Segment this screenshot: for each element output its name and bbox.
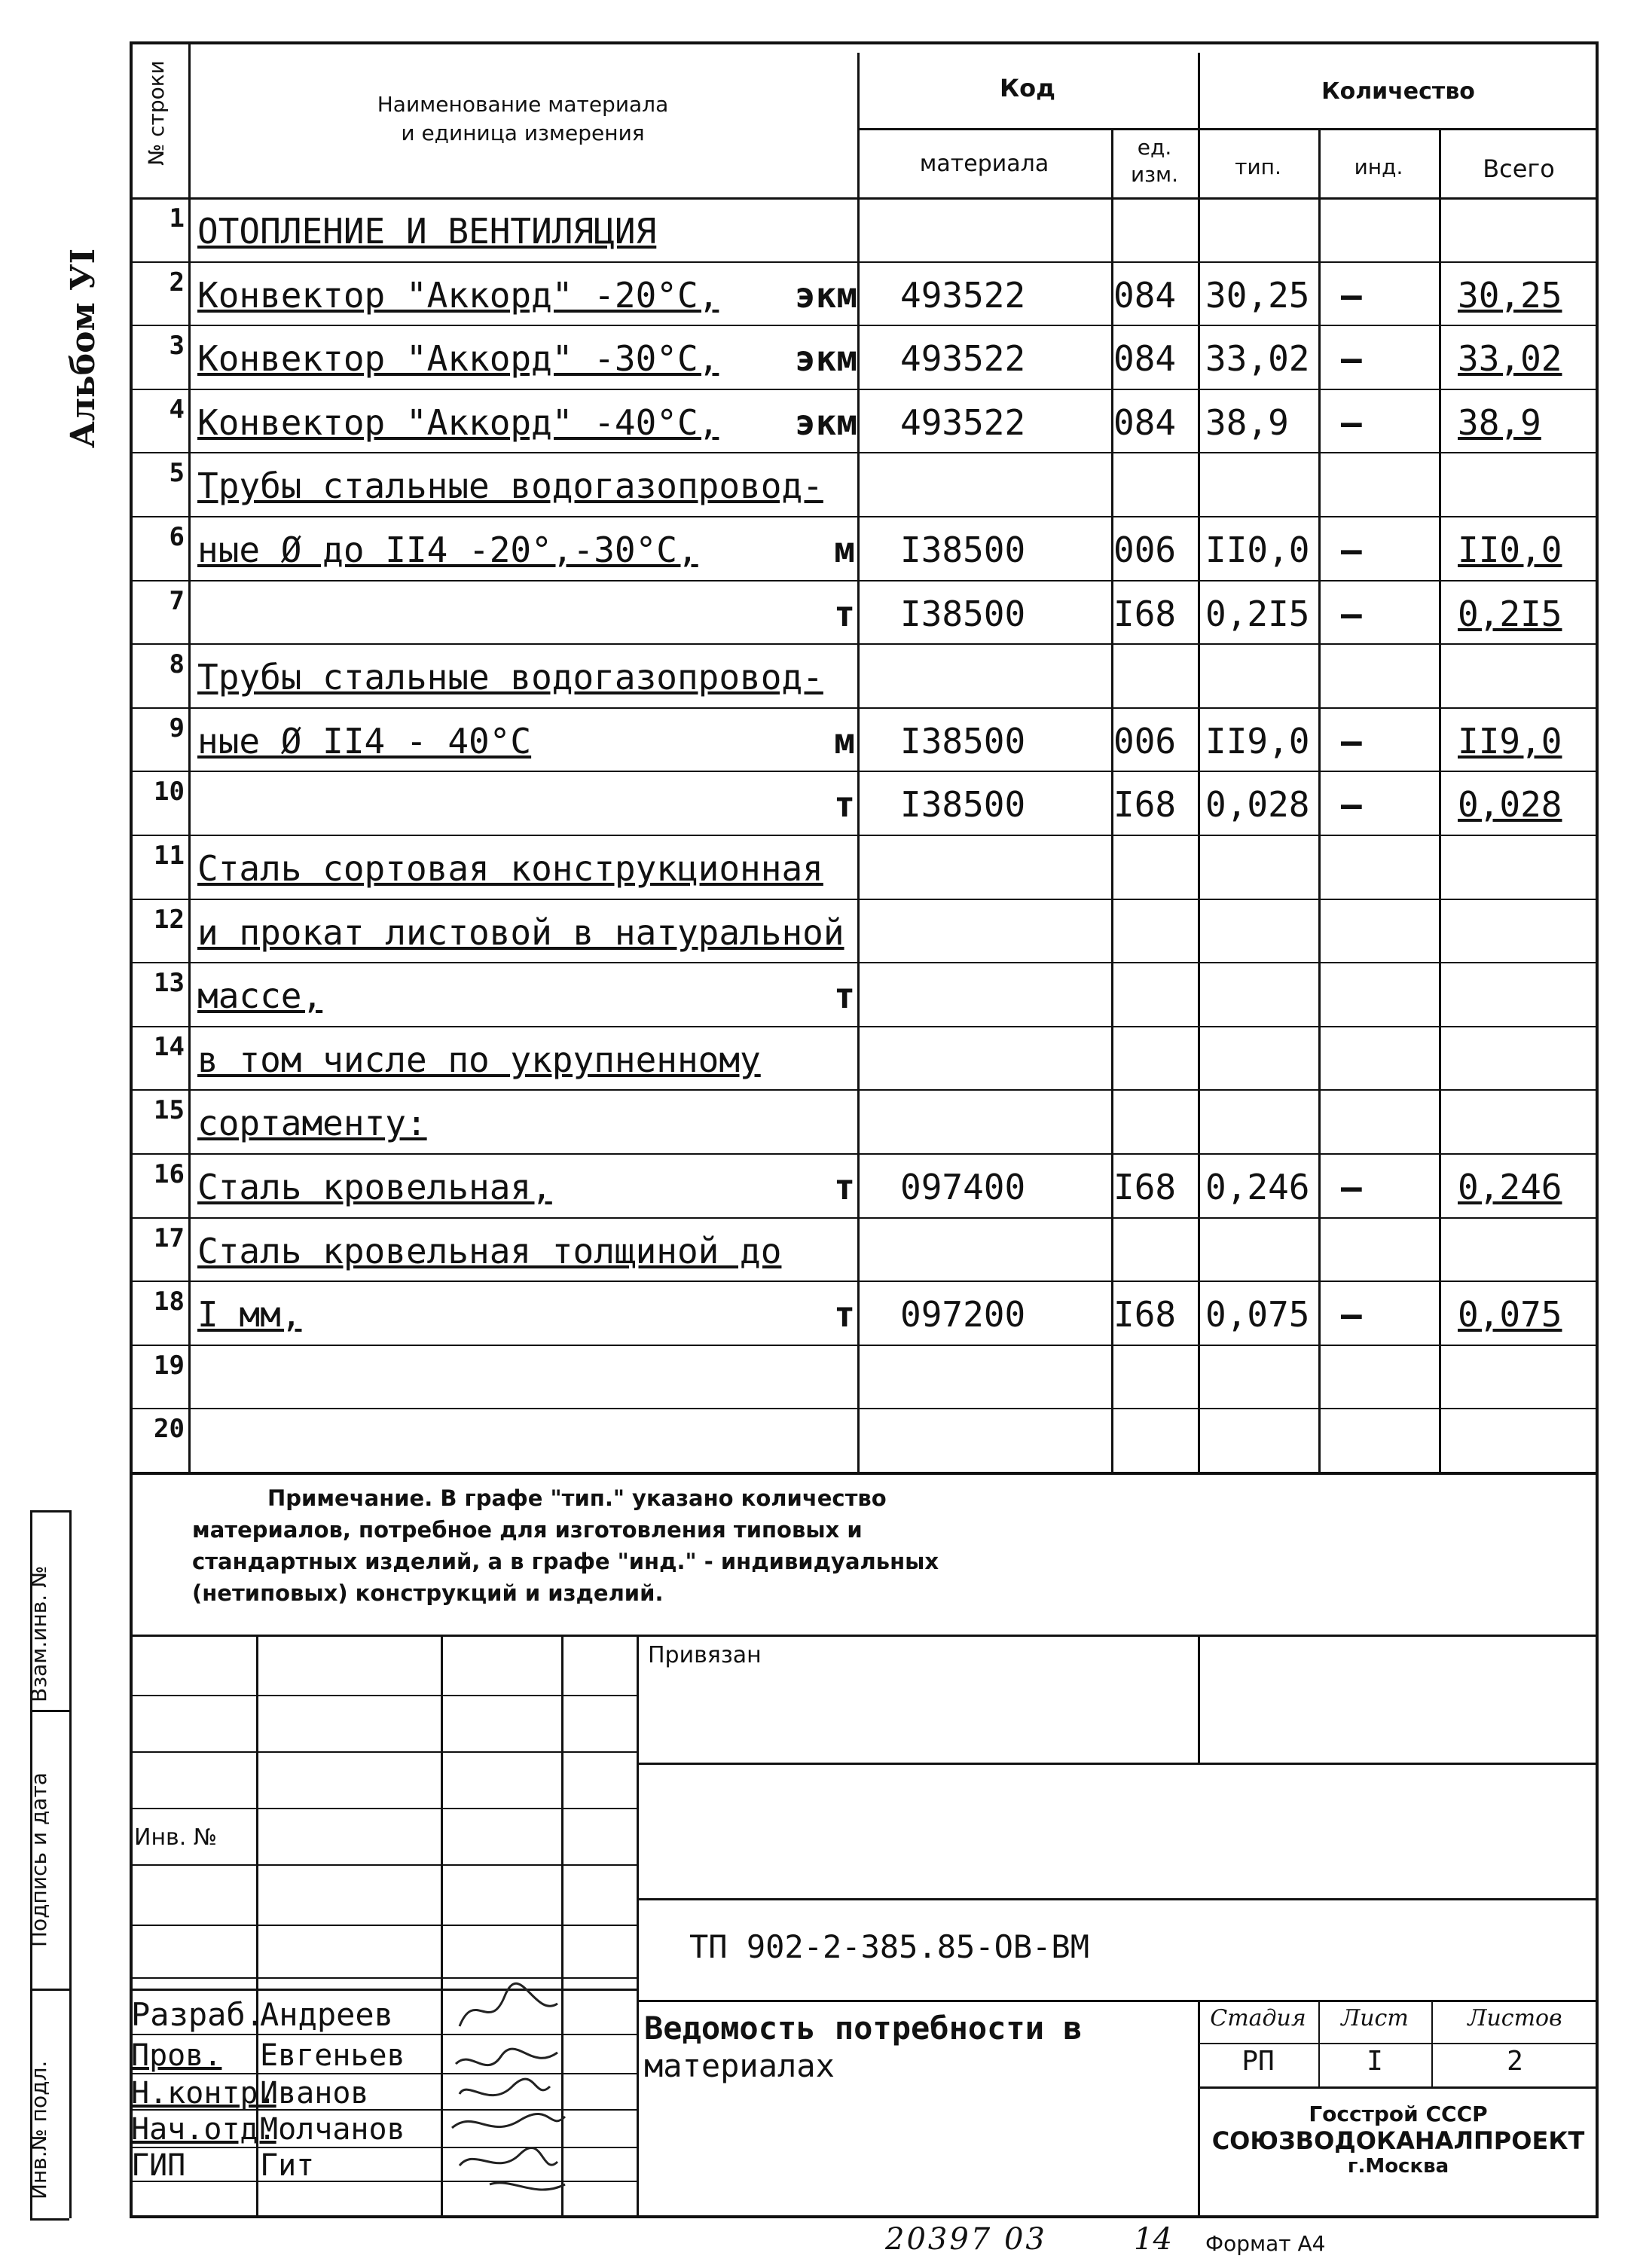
note-line-4: (нетиповых) конструкций и изделий. [192, 1580, 664, 1606]
row-number: 9 [169, 713, 185, 743]
row-qty-ind: – [1341, 1294, 1362, 1335]
row-unit-code: 084 [1113, 402, 1177, 443]
org-soyuzvodokanalproekt: СОЮЗВОДОКАНАЛПРОЕКТ [1211, 2126, 1585, 2155]
inv-no-label: Инв. № [134, 1824, 218, 1851]
row-unit-code: 084 [1113, 275, 1177, 316]
inv-podl-label: Инв.№ подл. [26, 2060, 51, 2199]
row-name: Трубы стальные водогазопровод- [197, 657, 823, 697]
sheets-value: 2 [1507, 2046, 1523, 2077]
privyazan-label: Привязан [648, 1642, 762, 1668]
row-number: 2 [169, 267, 185, 298]
row-unit-abbr: м [834, 721, 855, 762]
row-number: 19 [154, 1351, 185, 1381]
row-number: 14 [154, 1032, 185, 1062]
row-unit-abbr: т [834, 975, 855, 1016]
code-header: Код [1000, 74, 1055, 102]
row-qty-ind: – [1341, 275, 1362, 316]
role-nachotd: Нач.отд. [131, 2112, 276, 2147]
row-name: ные Ø до II4 -20°,-30°С, [197, 530, 698, 570]
signature-nkontr [460, 2079, 550, 2095]
row-number: 8 [169, 649, 185, 679]
ind-header: инд. [1354, 154, 1403, 179]
row-qty-total: 33,02 [1458, 338, 1562, 379]
row-name: Сталь кровельная, [197, 1167, 552, 1207]
row-number: 15 [154, 1095, 185, 1125]
row-unit-code: 006 [1113, 530, 1177, 570]
row-qty-typ: 0,2I5 [1205, 594, 1310, 634]
row-material-code: 097200 [900, 1294, 1026, 1335]
row-unit-abbr: т [834, 594, 855, 634]
name-razrab: Андреев [260, 1996, 394, 2033]
signatures [444, 1981, 573, 2222]
row-qty-total: 0,2I5 [1458, 594, 1562, 634]
row-qty-ind: – [1341, 402, 1362, 443]
row-number: 10 [154, 777, 185, 807]
row-number: 6 [169, 522, 185, 552]
row-unit-abbr: экм [795, 338, 858, 379]
row-qty-total: 38,9 [1458, 402, 1541, 443]
row-qty-typ: 0,028 [1205, 784, 1310, 825]
row-name: Сталь кровельная толщиной до [197, 1231, 782, 1271]
row-material-code: 493522 [900, 338, 1026, 379]
signature-nachotd [452, 2114, 565, 2128]
row-qty-total: 30,25 [1458, 275, 1562, 316]
role-gip: ГИП [131, 2148, 186, 2183]
row-number: 16 [154, 1159, 185, 1189]
row-name: и прокат листовой в натуральной [197, 912, 844, 953]
vzam-inv-label: Взам.инв. № [26, 1565, 51, 1702]
row-number: 17 [154, 1223, 185, 1253]
row-material-code: I38500 [900, 594, 1026, 634]
role-nkontr: Н.контр. [131, 2076, 276, 2111]
row-material-code: I38500 [900, 784, 1026, 825]
material-header: материала [919, 151, 1049, 177]
row-name: Конвектор "Аккорд" -30°С, [197, 338, 719, 379]
row-name: Трубы стальные водогазопровод- [197, 466, 823, 506]
typ-header: тип. [1235, 154, 1281, 179]
row-number: 12 [154, 905, 185, 935]
row-qty-ind: – [1341, 721, 1362, 762]
row-qty-typ: II9,0 [1205, 721, 1310, 762]
footer-page: 14 [1134, 2222, 1172, 2257]
sheets-label: Листов [1467, 2005, 1562, 2031]
row-unit-abbr: т [834, 1294, 855, 1335]
row-name: I мм, [197, 1294, 302, 1335]
signature-prov [456, 2049, 557, 2065]
row-name: ОТОПЛЕНИЕ И ВЕНТИЛЯЦИЯ [197, 211, 657, 252]
row-name: Конвектор "Аккорд" -20°С, [197, 275, 719, 316]
org-block [1198, 2102, 1599, 2178]
row-unit-abbr: т [834, 784, 855, 825]
row-number: 5 [169, 458, 185, 488]
row-number: 18 [154, 1287, 185, 1317]
row-name: в том числе по укрупненному [197, 1039, 761, 1080]
row-qty-ind: – [1341, 338, 1362, 379]
row-qty-ind: – [1341, 1167, 1362, 1207]
row-number: 3 [169, 331, 185, 361]
row-qty-typ: 33,02 [1205, 338, 1310, 379]
role-prov: Пров. [131, 2038, 222, 2073]
name-gip: Гит [260, 2148, 315, 2183]
signature-gip [460, 2147, 565, 2190]
row-qty-typ: 0,246 [1205, 1167, 1310, 1207]
row-unit-abbr: экм [795, 402, 858, 443]
name-prov: Евгеньев [260, 2038, 405, 2073]
album-label: Альбом УI [64, 248, 102, 448]
row-qty-typ: 0,075 [1205, 1294, 1310, 1335]
footer-format: Формат А4 [1205, 2231, 1326, 2256]
row-material-code: I38500 [900, 721, 1026, 762]
row-qty-total: II9,0 [1458, 721, 1562, 762]
row-qty-total: II0,0 [1458, 530, 1562, 570]
row-unit-abbr: м [834, 530, 855, 570]
row-qty-total: 0,028 [1458, 784, 1562, 825]
row-qty-ind: – [1341, 594, 1362, 634]
note [192, 1482, 939, 1609]
stage-value: РП [1241, 2046, 1275, 2077]
row-qty-typ: 38,9 [1205, 402, 1289, 443]
doc-title-line-1: Ведомость потребности в [644, 2010, 1083, 2047]
row-qty-typ: II0,0 [1205, 530, 1310, 570]
row-qty-typ: 30,25 [1205, 275, 1310, 316]
total-header: Всего [1483, 154, 1555, 183]
org-gosstroy: Госстрой СССР [1309, 2102, 1488, 2126]
name-nachotd: Молчанов [260, 2112, 405, 2147]
row-name: Конвектор "Аккорд" -40°С, [197, 402, 719, 443]
org-city: г.Москва [1347, 2155, 1449, 2178]
sheet-value: I [1367, 2046, 1383, 2077]
doc-code: ТП 902-2-385.85-ОВ-ВМ [689, 1928, 1090, 1965]
row-name: ные Ø II4 - 40°С [197, 721, 532, 762]
row-number: 7 [169, 586, 185, 616]
row-number: 1 [169, 203, 185, 234]
note-line-1: Примечание. В графе "тип." указано количество [267, 1485, 887, 1511]
row-qty-ind: – [1341, 530, 1362, 570]
row-number: 11 [154, 841, 185, 871]
row-qty-total: 0,246 [1458, 1167, 1562, 1207]
podpis-data-label: Подпись и дата [26, 1772, 51, 1947]
name-header: Наименование материала и единица измерения [377, 92, 669, 145]
note-line-2: материалов, потребное для изготовления типовых и [192, 1517, 863, 1543]
row-number: 4 [169, 395, 185, 425]
stage-label: Стадия [1210, 2005, 1306, 2031]
row-unit-code: 006 [1113, 721, 1177, 762]
role-razrab: Разраб. [131, 1996, 265, 2033]
doc-title-line-2: материалах [644, 2047, 835, 2084]
row-qty-ind: – [1341, 784, 1362, 825]
unit-header: ед. изм. [1130, 135, 1179, 187]
row-unit-abbr: экм [795, 275, 858, 316]
name-nkontr: Иванов [260, 2076, 369, 2111]
qty-header: Количество [1321, 78, 1475, 105]
row-name: массе, [197, 975, 323, 1016]
sheet-label: Лист [1341, 2005, 1409, 2031]
row-name: сортаменту: [197, 1103, 427, 1143]
row-unit-code: 084 [1113, 338, 1177, 379]
row-name: Сталь сортовая конструкционная [197, 848, 823, 889]
row-unit-code: I68 [1113, 784, 1177, 825]
row-material-code: 493522 [900, 275, 1026, 316]
row-unit-code: I68 [1113, 594, 1177, 634]
row-unit-abbr: т [834, 1167, 855, 1207]
row-material-code: 097400 [900, 1167, 1026, 1207]
row-unit-code: I68 [1113, 1167, 1177, 1207]
row-qty-total: 0,075 [1458, 1294, 1562, 1335]
row-number-header: № строки [144, 60, 169, 166]
row-material-code: 493522 [900, 402, 1026, 443]
row-unit-code: I68 [1113, 1294, 1177, 1335]
note-line-3: стандартных изделий, а в графе "инд." - индивидуальных [192, 1549, 939, 1574]
row-material-code: I38500 [900, 530, 1026, 570]
row-number: 13 [154, 968, 185, 998]
footer-number: 20397 03 [885, 2222, 1047, 2257]
row-number: 20 [154, 1414, 185, 1444]
signature-razrab [460, 1983, 557, 2026]
